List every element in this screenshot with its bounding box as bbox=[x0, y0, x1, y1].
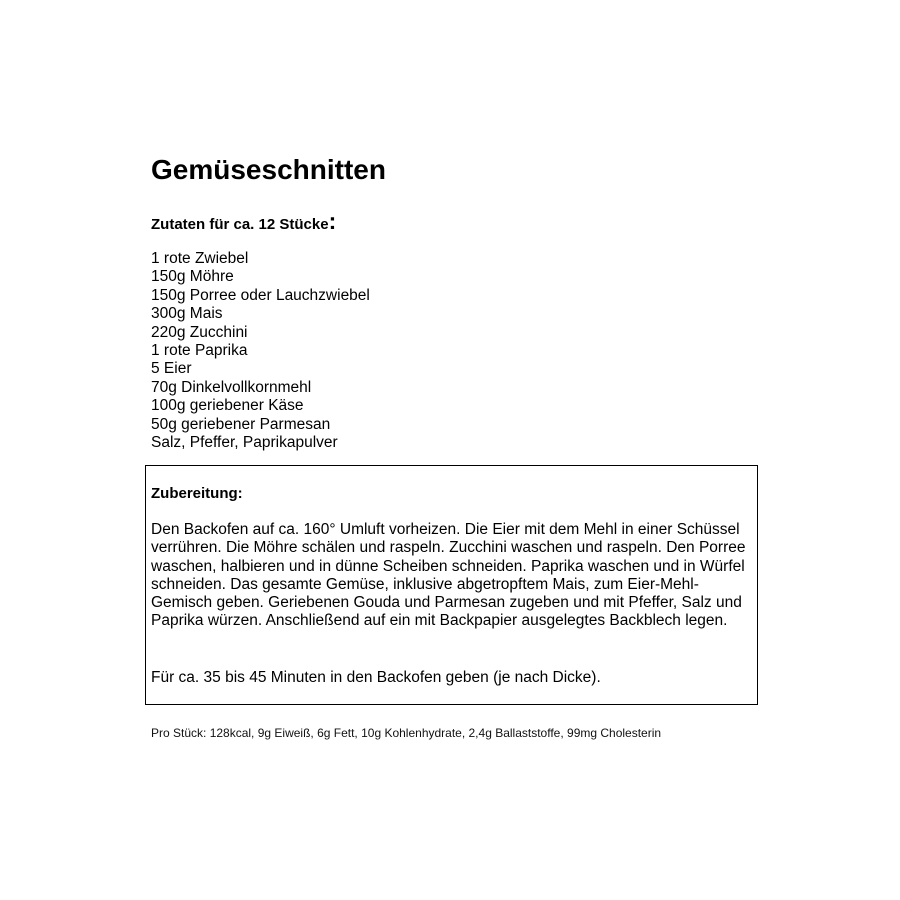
preparation-text: Den Backofen auf ca. 160° Umluft vorheizen. Die Eier mit dem Mehl in einer Schüssel verrühren. Die Möhre schälen und raspeln. Zucchini waschen und raspeln. Den Porree waschen, halbieren und in dünne Scheiben schneiden. Paprika waschen und in Würfel schneiden. Das gesamte Gemüse, inklusive abgetropftem Mais, zum Eier-Mehl-Gemisch geben. Geriebenen Gouda und Parmesan zugeben und mit Pfeffer, Salz und Paprika würzen. Anschließend auf ein mit Backpapier ausgelegtes Backblech legen. bbox=[151, 521, 746, 630]
baking-time-text: Für ca. 35 bis 45 Minuten in den Backofen geben (je nach Dicke). bbox=[151, 669, 601, 686]
preparation-heading: Zubereitung: bbox=[151, 485, 243, 502]
ingredient-item: 100g geriebener Käse bbox=[151, 397, 304, 415]
ingredient-item: 50g geriebener Parmesan bbox=[151, 415, 331, 433]
nutrition-info: Pro Stück: 128kcal, 9g Eiweiß, 6g Fett, 10g Kohlenhydrate, 2,4g Ballaststoffe, 99mg Cholesterin bbox=[151, 726, 662, 740]
ingredient-item: Salz, Pfeffer, Paprikapulver bbox=[151, 434, 338, 452]
recipe-title: Gemüseschnitten bbox=[151, 154, 386, 185]
ingredient-item: 1 rote Zwiebel bbox=[151, 250, 249, 267]
ingredient-item: 300g Mais bbox=[151, 305, 223, 323]
ingredient-item: 70g Dinkelvollkornmehl bbox=[151, 378, 312, 396]
ingredients-heading-text: Zutaten für ca. 12 Stücke bbox=[151, 216, 329, 233]
ingredient-item: 220g Zucchini bbox=[151, 323, 248, 341]
ingredient-item: 150g Porree oder Lauchzwiebel bbox=[151, 286, 370, 304]
ingredients-heading bbox=[151, 207, 336, 239]
ingredients-list bbox=[151, 250, 370, 452]
ingredient-item: 5 Eier bbox=[151, 360, 192, 378]
ingredients-heading-colon: : bbox=[328, 208, 337, 234]
preparation-box bbox=[145, 465, 758, 705]
ingredient-item: 150g Möhre bbox=[151, 268, 234, 286]
ingredient-item: 1 rote Paprika bbox=[151, 342, 248, 360]
